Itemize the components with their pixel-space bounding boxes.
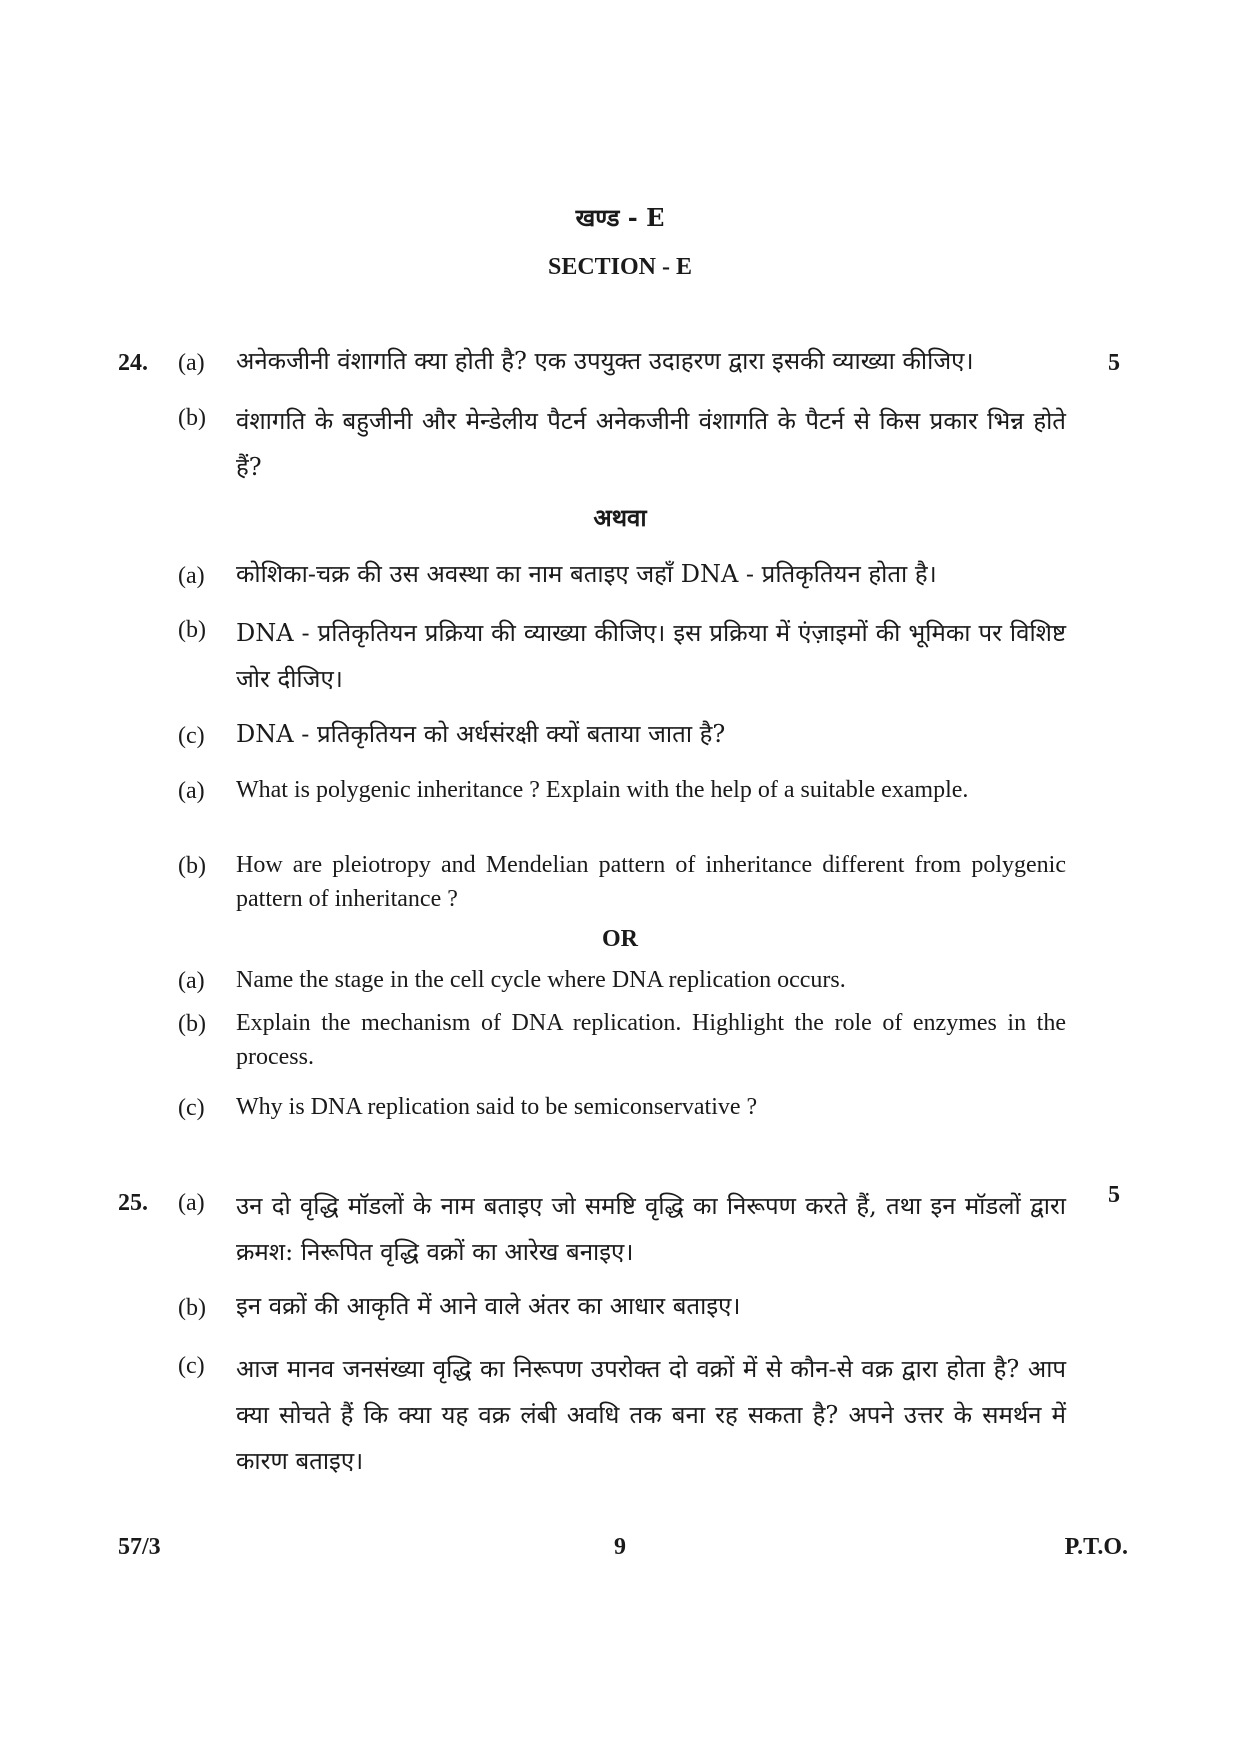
q24-en-or-b-label: (b) — [178, 1011, 206, 1037]
q24-hi-or-a-label: (a) — [178, 563, 205, 589]
q24-en-b-text: How are pleiotropy and Mendelian pattern of inheritance different from polygenic pattern of inheritance ? — [236, 852, 1066, 912]
q24-hi-a-label: (a) — [178, 350, 205, 376]
q24-en-a-label: (a) — [178, 778, 205, 804]
q24-en-a-text: What is polygenic inheritance ? Explain with the help of a suitable example. — [236, 777, 969, 803]
question-number-25: 25. — [118, 1190, 148, 1216]
q24-hi-or-c-label: (c) — [178, 723, 205, 749]
q24-hi-or: अथवा — [593, 503, 647, 532]
page-number: 9 — [614, 1534, 626, 1560]
q24-hi-or-b-label: (b) — [178, 617, 206, 643]
pto-label: P.T.O. — [1064, 1534, 1128, 1560]
q24-en-or-c-label: (c) — [178, 1095, 205, 1121]
q24-hi-or-a-text: कोशिका-चक्र की उस अवस्था का नाम बताइए जहाँ DNA - प्रतिकृतियन होता है। — [236, 560, 937, 588]
q24-en-b-label: (b) — [178, 853, 206, 879]
q24-en-or-a-label: (a) — [178, 968, 205, 994]
q25-hi-a-text: उन दो वृद्धि मॉडलों के नाम बताइए जो समष्टि वृद्धि का निरूपण करते हैं, तथा इन मॉडलों द्वारा क्रमश: निरूपित वृद्धि वक्रों का आरेख बनाइए। — [236, 1192, 1066, 1266]
q24-marks: 5 — [1108, 350, 1120, 376]
q25-hi-c-label: (c) — [178, 1353, 205, 1379]
paper-code: 57/3 — [118, 1534, 161, 1560]
section-title-english: SECTION - E — [547, 254, 693, 280]
q24-en-or-c-text: Why is DNA replication said to be semiconservative ? — [236, 1094, 758, 1120]
q24-hi-or-c-text: DNA - प्रतिकृतियन को अर्धसंरक्षी क्यों बताया जाता है? — [236, 720, 726, 748]
q25-hi-b-text: इन वक्रों की आकृति में आने वाले अंतर का आधार बताइए। — [236, 1292, 741, 1320]
q24-hi-a-text: अनेकजीनी वंशागति क्या होती है? एक उपयुक्त उदाहरण द्वारा इसकी व्याख्या कीजिए। — [236, 347, 974, 375]
q25-hi-a-label: (a) — [178, 1190, 205, 1216]
q24-hi-b-text: वंशागति के बहुजीनी और मेन्डेलीय पैटर्न अनेकजीनी वंशागति के पैटर्न से किस प्रकार भिन्न होते हैं? — [236, 407, 1066, 481]
q24-en-or-a-text: Name the stage in the cell cycle where DNA replication occurs. — [236, 967, 846, 993]
q24-en-or: OR — [602, 926, 638, 952]
q25-hi-c-text: आज मानव जनसंख्या वृद्धि का निरूपण उपरोक्त दो वक्रों में से कौन-से वक्र द्वारा होता है? आप क्या सोचते हैं कि क्या यह वक्र लंबी अवधि तक बना रह सकता है? अपने उत्तर के समर्थन में कारण बताइए। — [236, 1355, 1066, 1475]
q24-hi-b-label: (b) — [178, 405, 206, 431]
q25-hi-b-label: (b) — [178, 1295, 206, 1321]
q24-hi-or-b-text: DNA - प्रतिकृतियन प्रक्रिया की व्याख्या कीजिए। इस प्रक्रिया में एंज़ाइमों की भूमिका पर विशिष्ट जोर दीजिए। — [236, 619, 1066, 693]
question-number-24: 24. — [118, 350, 148, 376]
section-title-hindi: खण्ड - E — [575, 203, 665, 232]
q25-marks: 5 — [1108, 1182, 1120, 1208]
q24-en-or-b-text: Explain the mechanism of DNA replication. Highlight the role of enzymes in the process. — [236, 1010, 1066, 1070]
